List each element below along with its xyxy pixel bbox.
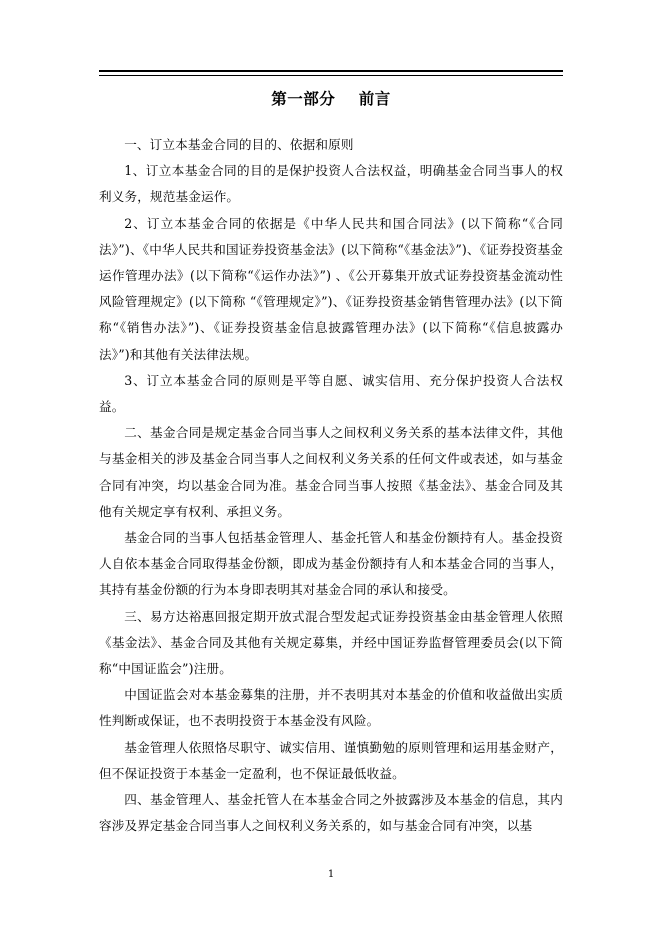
page-number: 1 xyxy=(327,869,335,880)
paragraph-purpose: 1、订立本基金合同的目的是保护投资人合法权益，明确基金合同当事人的权利义务，规范基金运作。 xyxy=(99,163,563,205)
paragraph-registration: 中国证监会对本基金募集的注册，并不表明其对本基金的价值和收益做出实质性判断或保证，也不表明投资于本基金没有风险。 xyxy=(99,687,563,729)
paragraph-no-guarantee: 基金管理人依照恪尽职守、诚实信用、谨慎勤勉的原则管理和运用基金财产，但不保证投资于本基金一定盈利，也不保证最低收益。 xyxy=(99,739,563,781)
paragraph-principle: 3、订立本基金合同的原则是平等自愿、诚实信用、充分保护投资人合法权益。 xyxy=(99,372,563,415)
page-title: 第一部分 前言 xyxy=(271,89,391,108)
paragraph-parties: 基金合同的当事人包括基金管理人、基金托管人和基金份额持有人。基金投资人自依本基金合同取得基金份额，即成为基金份额持有人和本基金合同的当事人，其持有基金份额的行为本身即表明其对基金合同的承认和接受。 xyxy=(99,530,563,598)
header-rule-thick xyxy=(99,70,563,72)
header-rule-thin xyxy=(99,75,563,76)
section-heading-2: 二、基金合同是规定基金合同当事人之间权利义务关系的基本法律文件，其他与基金相关的涉及基金合同当事人之间权利义务关系的任何文件或表述，如与基金合同有冲突，均以基金合同为准。基金合同当事人按照《基金法》、基金合同及其他有关规定享有权利、承担义务。 xyxy=(99,425,563,519)
section-heading-3: 三、易方达裕惠回报定期开放式混合型发起式证券投资基金由基金管理人依照《基金法》、基金合同及其他有关规定募集，并经中国证券监督管理委员会(以下简称“中国证监会”)注册。 xyxy=(99,608,563,677)
section-heading-4: 四、基金管理人、基金托管人在本基金合同之外披露涉及本基金的信息，其内容涉及界定基金合同当事人之间权利义务关系的，如与基金合同有冲突，以基 xyxy=(99,792,563,834)
body-text xyxy=(99,132,563,839)
section-heading-1: 一、订立本基金合同的目的、依据和原则 xyxy=(124,137,354,152)
paragraph-basis: 2、订立本基金合同的依据是《中华人民共和国合同法》(以下简称“《合同法》”)、《中华人民共和国证券投资基金法》(以下简称“《基金法》”)、《证券投资基金运作管理办法》(以下简称“《运作办法》”) 、《公开募集开放式证券投资基金流动性风险管理规定》(以下简称 “《管理规定》”)、《证券投资基金销售管理办法》(以下简称“《销售办法》”)、《证券投资基金信息披露管理办法》(以下简称“《信息披露办法》”)和其他有关法律法规。 xyxy=(99,215,563,362)
